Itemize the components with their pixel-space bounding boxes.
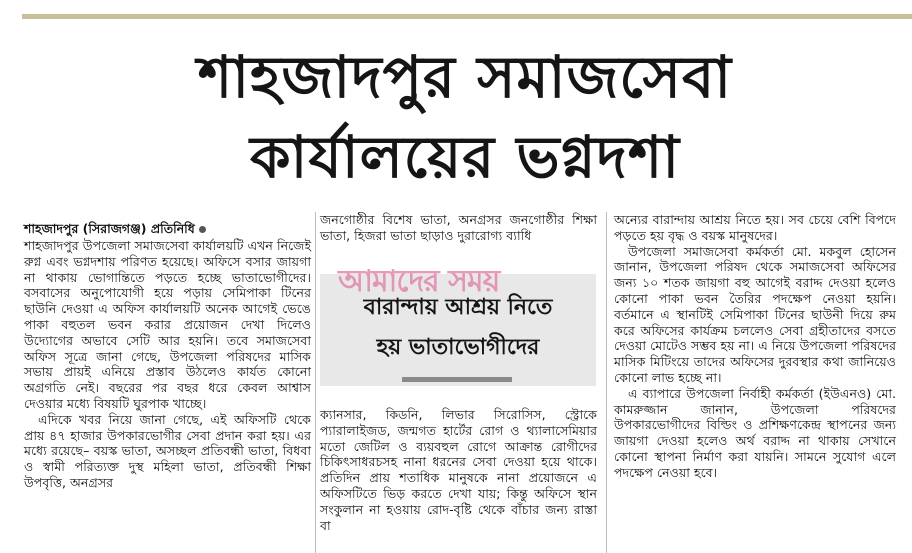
- paragraph: জনগোষ্ঠীর বিশেষ ভাতা, অনগ্রসর জনগোষ্ঠীর শিক্ষা ভাতা, হিজরা ভাতা ছাড়াও দুরারোগ্য ব্যাধি: [320, 212, 597, 243]
- column-3: [614, 212, 896, 481]
- paragraph: ক্যানসার, কিডনি, লিভার সিরোসিস, স্ট্রোকে প্যারালাইজড, জন্মগত হার্টের রোগ ও থ্যালাসেমিয়ার মতো জেটিল ও ব্যয়বহুল রোগে আক্রান্ত রোগীদের চিকিৎসাধরচসহ নানা ধরনের সেবা দেওয়া হয়ে থাকে। প্রতিদিন প্রায় শতাধিক মানুষকে নানা প্রয়োজনে এ অফিসটিতে ভিড় করতে দেখা যায়; কিন্তু অফিসে স্থান সংকুলান না হওয়ায় রোদ-বৃষ্টি থেকে বাঁচার জন্য রাস্তা বা: [320, 407, 597, 533]
- column-2-top: [320, 212, 597, 244]
- byline-text: শাহজাদপুর (সিরাজগঞ্জ) প্রতিনিধি: [24, 221, 195, 236]
- paragraph: এ ব্যাপারে উপজেলা নির্বাহী কর্মকর্তা (ইউএনও) মো. কামরুজ্জান জানান, উপজেলা পরিষদের উপকারভোগীদের বিল্ডিং ও প্রশিক্ষণকেন্দ্র স্থাপনের জন্য জায়গা দেওয়া হলেও অর্থ বরাদ্দ না থাকায় সেখানে কোনো স্থাপনা নির্মাণ করা যায়নি। সামনে সুযোগ এলে পদক্ষেপ নেওয়া হবে।: [614, 385, 896, 480]
- column-1: [24, 238, 311, 491]
- bullet-icon: [199, 226, 206, 233]
- paragraph: এদিকে খবর নিয়ে জানা গেছে, এই অফিসটি থেকে প্রায় ৪৭ হাজার উপকারভোগীর সেবা প্রদান করা হয়। এর মধ্যে রয়েছে– বয়স্ক ভাতা, অসচ্ছল প্রতিবন্ধী ভাতা, বিধবা ও স্বামী পরিত্যক্ত দুস্থ মহিলা ভাতা, প্রতিবন্ধী শিক্ষা উপবৃত্তি, অনগ্রসর: [24, 411, 311, 490]
- watermark-logo: আমাদের সময়: [338, 264, 500, 299]
- top-rule: [22, 14, 912, 19]
- pull-quote-bar: [402, 377, 512, 382]
- column-2-bottom: [320, 407, 597, 533]
- paragraph: অন্যের বারান্দায় আশ্রয় নিতে হয়। সব চেয়ে বেশি বিপদে পড়তে হয় বৃদ্ধ ও বয়স্ক মানুষদের।: [614, 212, 896, 243]
- paragraph: উপজেলা সমাজসেবা কর্মকর্তা মো. মকবুল হোসেন জানান, উপজেলা পরিষদ থেকে সমাজসেবা অফিসের জন্য ১০ শতক জায়গা বহু আগেই বরাদ্দ দেওয়া হলেও কোনো পাকা ভবন তৈরির পদক্ষেপ নেওয়া হয়নি। বর্তমানে এ স্থানটিই সেমিপাকা টিনের ছাউনী দিয়ে রুম করে অফিসের কার্যক্রম চললেও সেবা গ্রহীতাদের বসতে দেওয়া মোটেও সম্ভব হয় না। এ নিয়ে উপজেলা পরিষদের মাসিক মিটিংয়ে তাদের অফিসের দুরবস্থার কথা জানিয়েও কোনো লাভ হচ্ছে না।: [614, 243, 896, 385]
- column-divider: [315, 212, 316, 553]
- headline-line-2: কার্যালয়ের ভগ্নদশা: [249, 123, 681, 191]
- headline-line-1: শাহজাদপুর সমাজসেবা: [197, 43, 733, 111]
- pull-quote-line-2: হয় ভাতাভোগীদের: [376, 335, 540, 360]
- paragraph: শাহজাদপুর উপজেলা সমাজসেবা কার্যালয়টি এখন নিজেই রুগ্ন এবং ভগ্নদশায় পরিণত হয়েছে। অফিসে বসার জায়গা না থাকায় ভোগান্তিতে পড়তে হচ্ছে ভাতাভোগীদের। বসবাসের অনুপোযোগী হয়ে পড়ায় সেমিপাকা টিনের ছাউনি দেওয়া এ অফিস কার্যালয়টি অনেক আগেই ভেঙে পাকা বহুতল ভবন করার প্রয়োজন দেখা দিলেও উদ্যোগের অভাবে সেটি আর হয়নি। তবে সমাজসেবা অফিস সূত্রে জানা গেছে, উপজেলা পরিষদের মাসিক সভায় প্রায়ই এনিয়ে প্রস্তাব উঠলেও কার্যত কোনো অগ্রগতি নেই। বছরের পর বছর ধরে কেবল আশ্বাস দেওয়ার মধ্যে বিষয়টি ঘুরপাক খাচ্ছে।: [24, 238, 311, 411]
- column-divider: [606, 212, 607, 553]
- pull-quote-line-1: বারান্দায় আশ্রয় নিতে: [363, 295, 553, 320]
